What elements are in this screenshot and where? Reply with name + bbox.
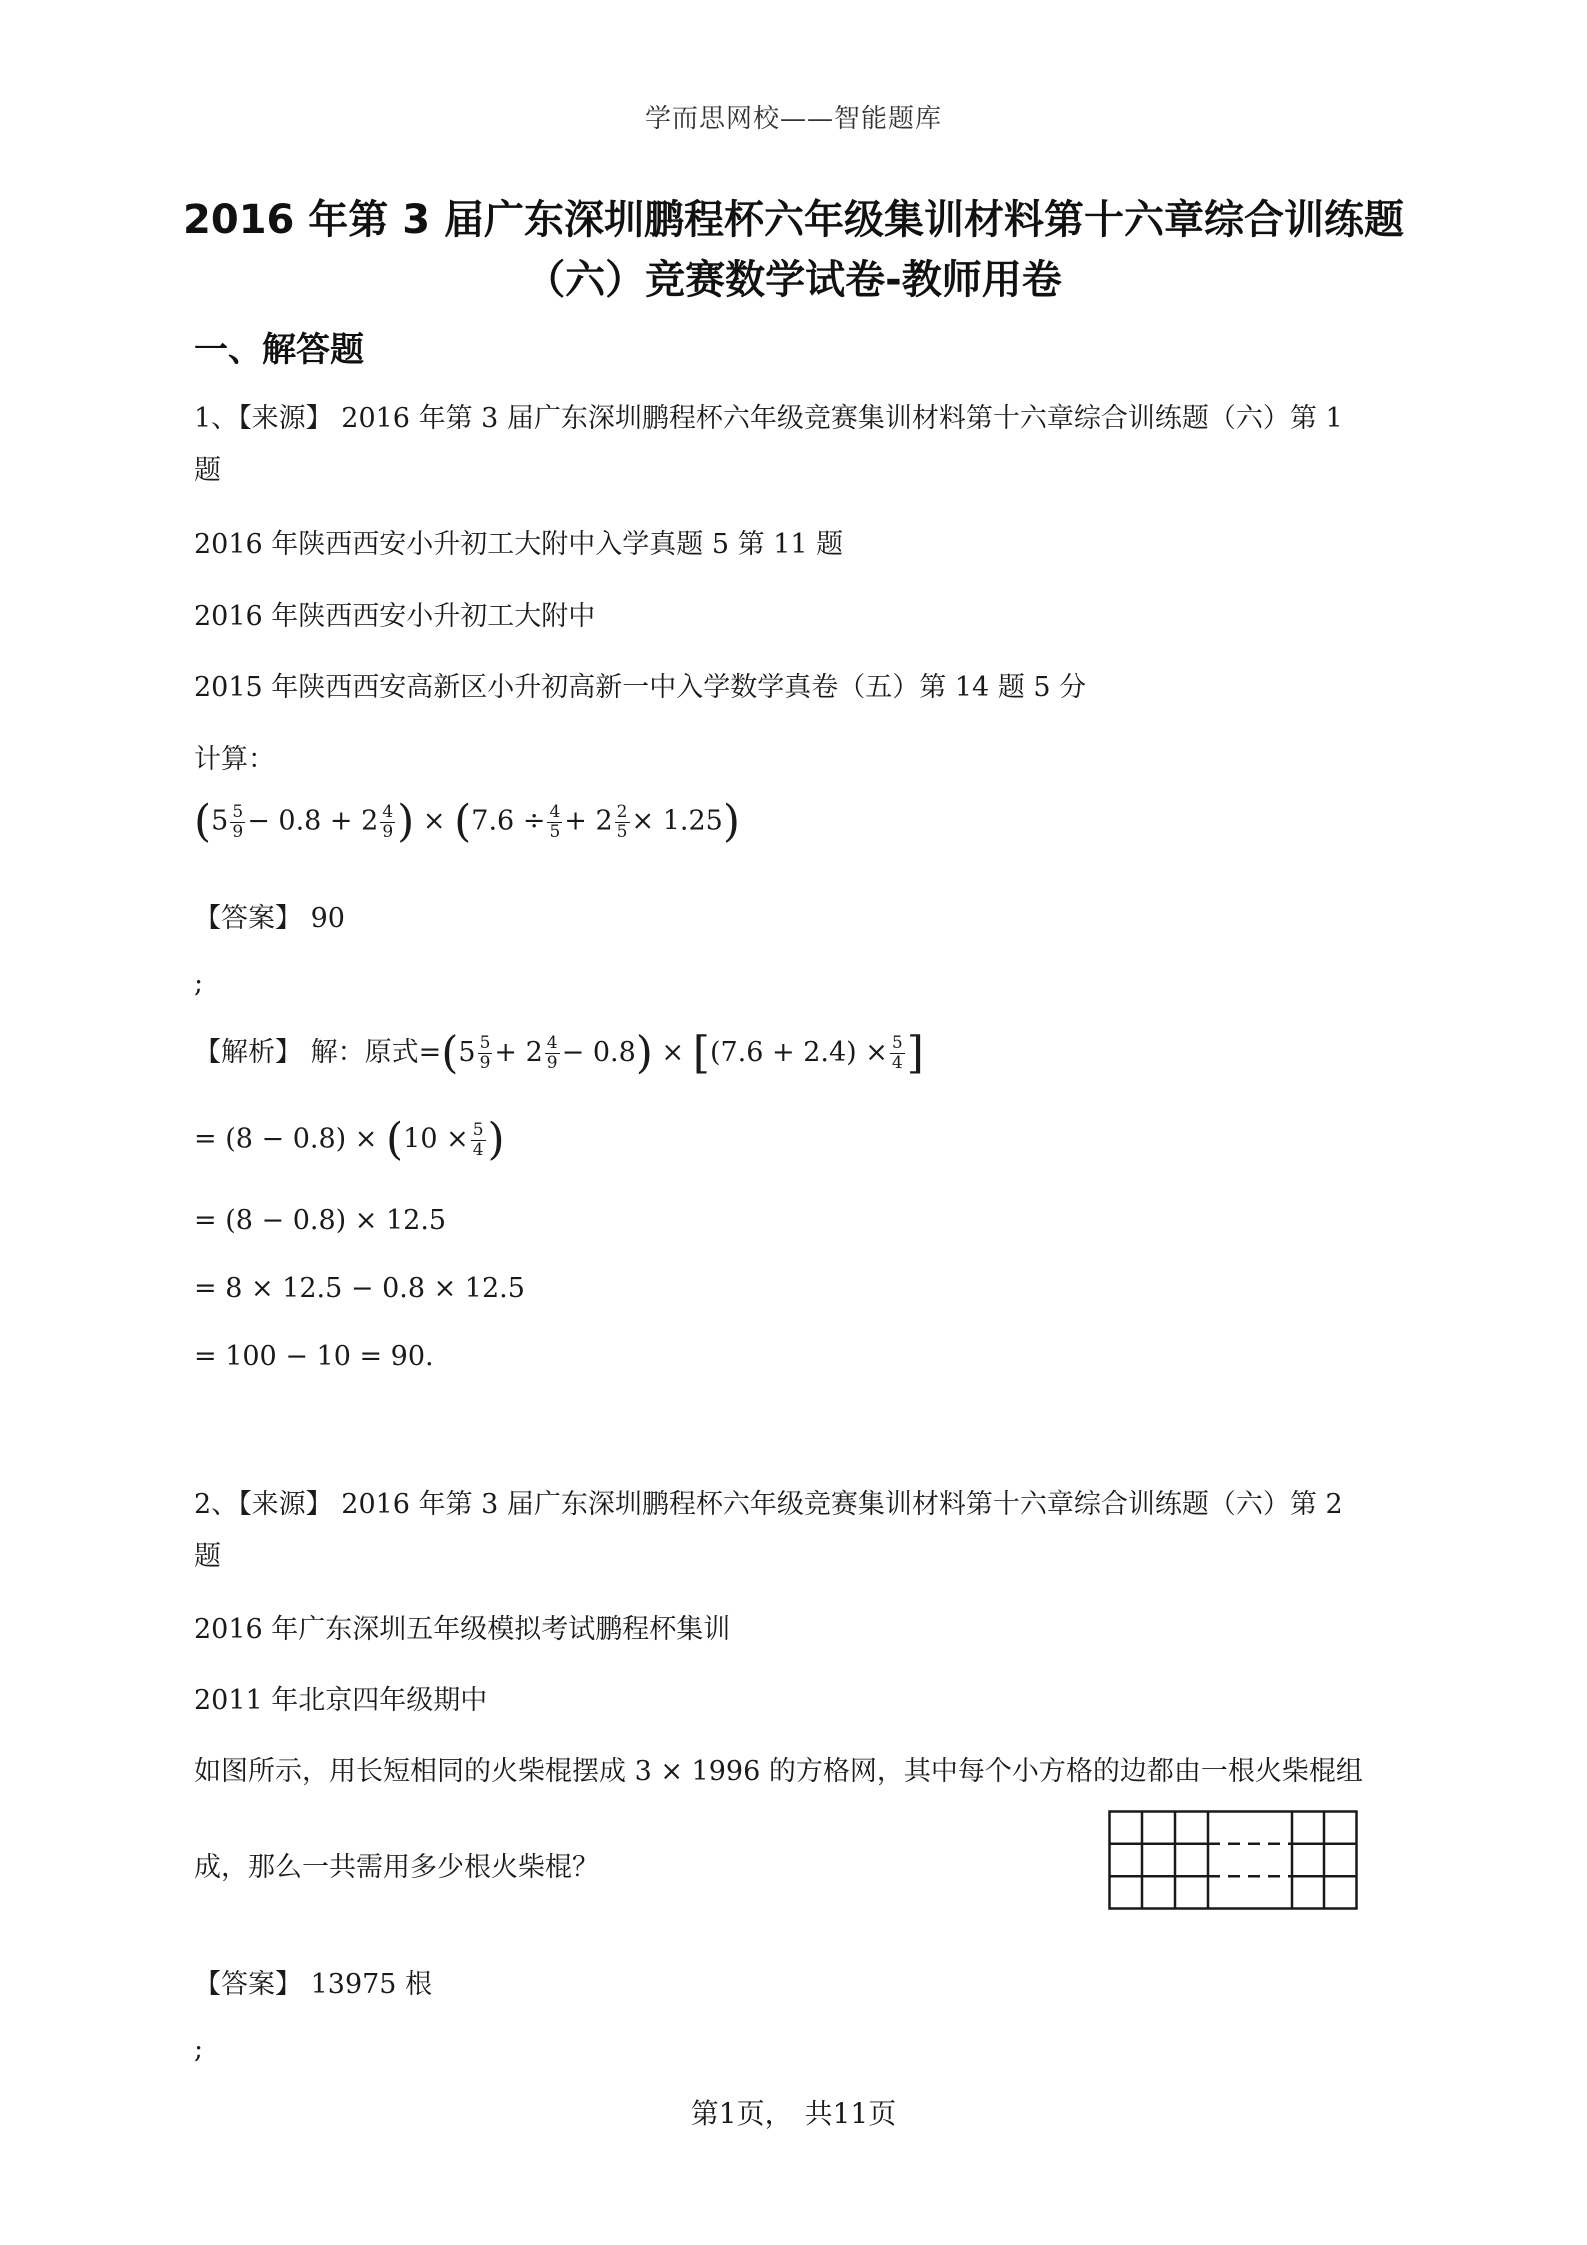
- answer-label: 【答案】: [194, 903, 302, 934]
- title-line-2: （六）竞赛数学试卷-教师用卷: [525, 257, 1062, 303]
- grid-frame: [1110, 1812, 1357, 1909]
- q2-answer: [194, 1962, 432, 2001]
- q1-source-cont: 题: [194, 455, 221, 486]
- fraction: $\frac{5}{4}$: [472, 1119, 484, 1160]
- paren-close: ): [397, 796, 415, 847]
- q2-prompt-line-2: 成，那么一共需用多少根火柴棍？: [194, 1852, 599, 1883]
- fraction: $\frac{4}{9}$: [546, 1033, 558, 1073]
- paren-open: (: [454, 796, 472, 847]
- q1-step-2: = (8 − 0.8) × 12.5: [194, 1205, 447, 1236]
- q1-source-text: 2016 年第 3 届广东深圳鹏程杯六年级竞赛集训材料第十六章综合训练题（六）第 1: [332, 403, 1343, 434]
- q1-answer: [194, 896, 345, 935]
- title-line-1: 2016 年第 3 届广东深圳鹏程杯六年级集训材料第十六章综合训练题: [183, 197, 1404, 243]
- document-title: [150, 190, 1437, 310]
- q2-semicolon: ;: [194, 2034, 204, 2065]
- answer-label: 【答案】: [194, 1969, 302, 2000]
- fraction: $\frac{5}{9}$: [232, 801, 244, 842]
- fraction: $\frac{4}{5}$: [549, 801, 561, 842]
- answer-value: 90: [310, 903, 345, 934]
- page-current: 第1页，: [690, 2097, 793, 2130]
- page-footer: [0, 2092, 1587, 2132]
- q2-source-line: [194, 1482, 1343, 1521]
- section-heading: 一、解答题: [194, 330, 364, 370]
- q1-source-2: 2016 年陕西西安小升初工大附中: [194, 601, 596, 632]
- q2-source-1: 2016 年广东深圳五年级模拟考试鹏程杯集训: [194, 1614, 731, 1645]
- q1-step-4: = 100 − 10 = 90.: [194, 1341, 434, 1372]
- page-total: 共11页: [804, 2097, 897, 2130]
- matchstick-grid-figure: [1108, 1810, 1358, 1910]
- analysis-label: 【解析】: [194, 1037, 302, 1068]
- site-header: 学而思网校——智能题库: [644, 104, 942, 134]
- q1-source-1: 2016 年陕西西安小升初工大附中入学真题 5 第 11 题: [194, 529, 844, 560]
- q1-expression: (5 $\frac{5}{9}$ − 0.8 + 2 $\frac{4}{9}$ ) × (7.6 ÷ $\frac{4}{5}$ + 2 $\frac{2}{5}$ × 1.25): [194, 796, 740, 847]
- answer-value: 13975 根: [310, 1969, 433, 2000]
- q1-step-1: = (8 − 0.8) × (10 × $\frac{5}{4}$ ): [194, 1114, 505, 1165]
- paren-open: (: [194, 796, 212, 847]
- paren-close: ): [722, 796, 740, 847]
- q1-source-line: [194, 396, 1343, 435]
- fraction: $\frac{5}{4}$: [891, 1033, 903, 1073]
- q1-semicolon: ;: [194, 968, 204, 999]
- q1-prompt: 计算：: [194, 744, 275, 775]
- q2-source-text: 2016 年第 3 届广东深圳鹏程杯六年级竞赛集训材料第十六章综合训练题（六）第 2: [332, 1489, 1343, 1520]
- q2-prompt-line-1: 如图所示，用长短相同的火柴棍摆成 3 × 1996 的方格网，其中每个小方格的边都由一根火柴棍组: [194, 1756, 1363, 1787]
- q2-number: 2、: [194, 1489, 239, 1520]
- q1-number: 1、: [194, 403, 239, 434]
- fraction: $\frac{4}{9}$: [382, 801, 394, 842]
- q2-source-cont: 题: [194, 1541, 221, 1572]
- q2-source-label: 【来源】: [238, 1489, 333, 1520]
- q1-step-3: = 8 × 12.5 − 0.8 × 12.5: [194, 1273, 525, 1304]
- q1-source-3: 2015 年陕西西安高新区小升初高新一中入学数学真卷（五）第 14 题 5 分: [194, 672, 1087, 703]
- q1-source-label: 【来源】: [238, 403, 333, 434]
- fraction: $\frac{5}{9}$: [479, 1033, 491, 1073]
- fraction: $\frac{2}{5}$: [616, 801, 628, 842]
- q2-source-2: 2011 年北京四年级期中: [194, 1685, 488, 1716]
- q1-analysis: 【解析】 解：原式=(5 $\frac{5}{9}$ + 2 $\frac{4}{9}$ − 0.8) × [(7.6 + 2.4) × $\frac{5}{4}$ ]: [194, 1027, 924, 1079]
